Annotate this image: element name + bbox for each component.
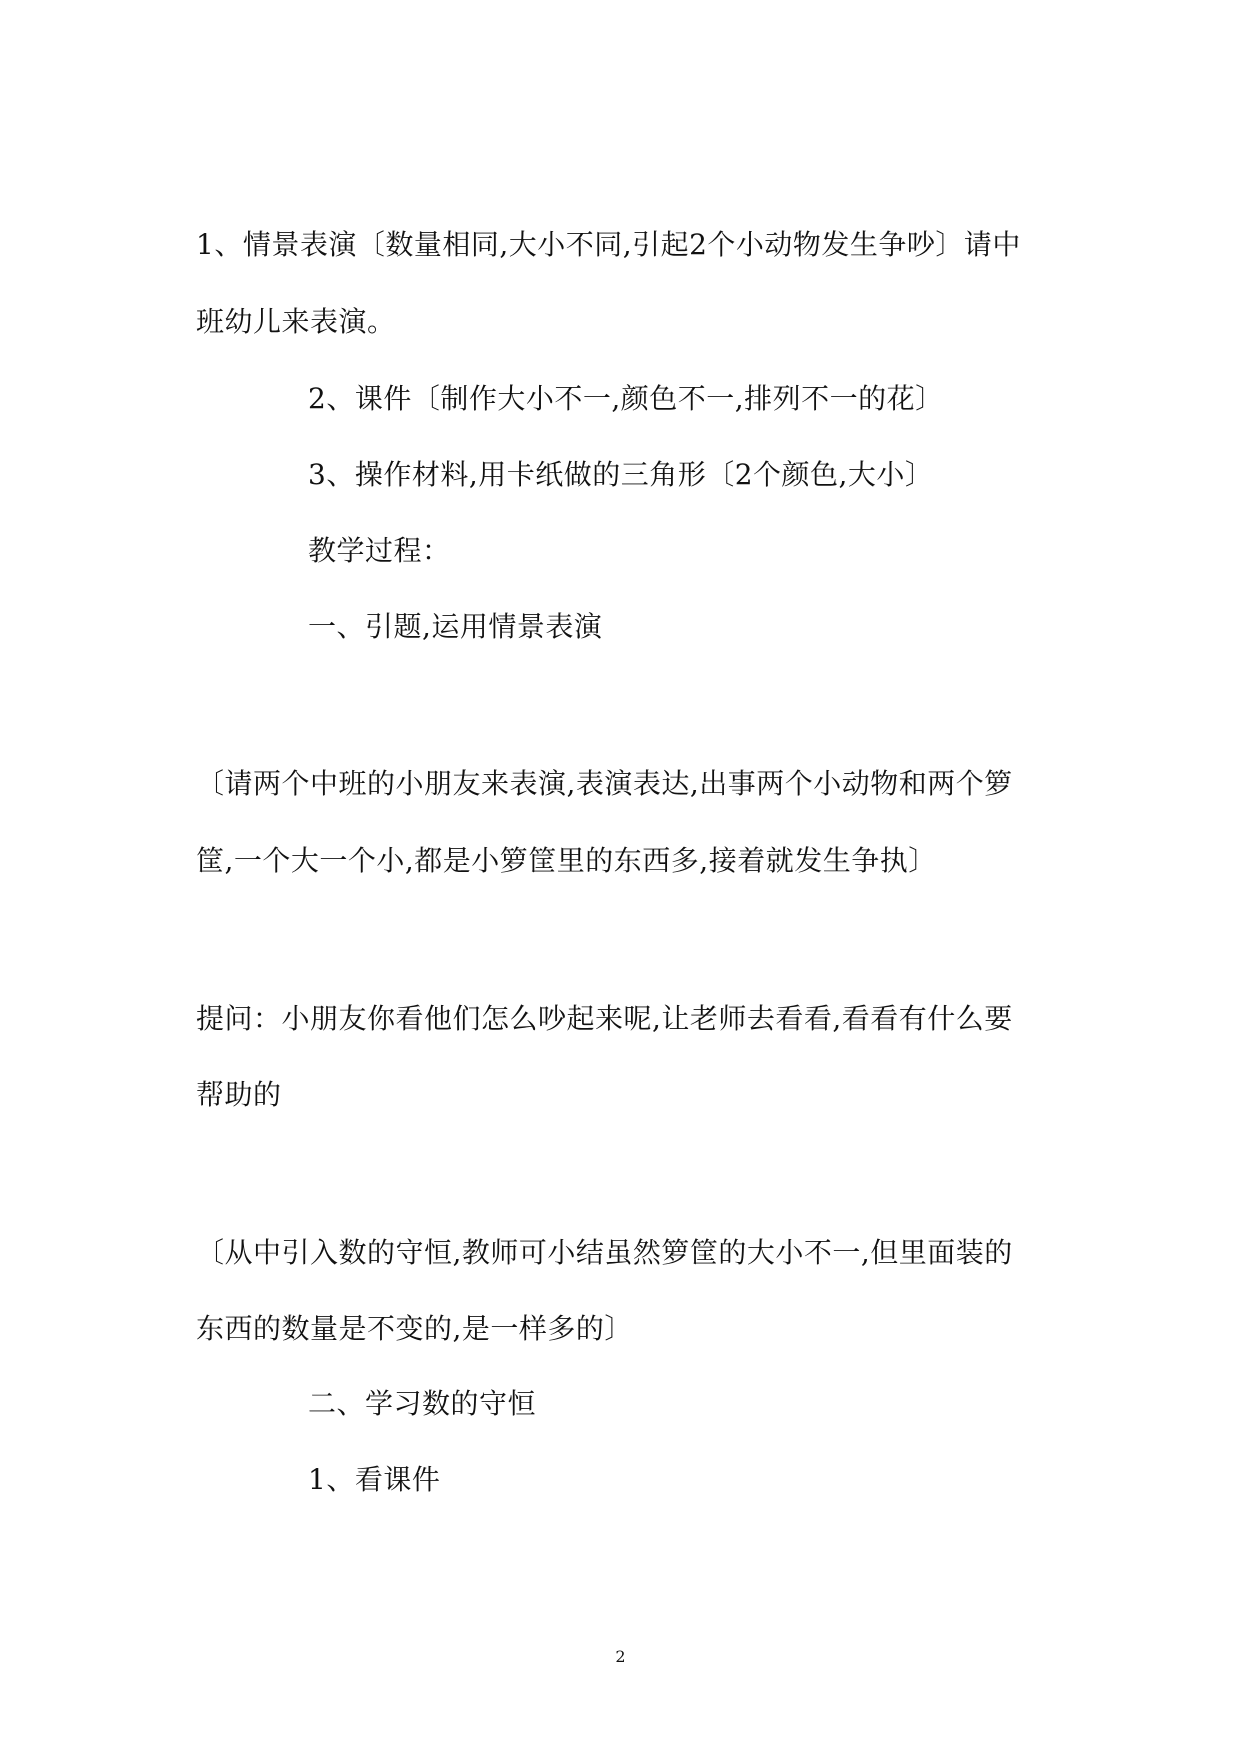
paragraph-line: 帮助的 bbox=[196, 1078, 282, 1111]
paragraph-line: 1、情景表演〔数量相同,大小不同,引起2个小动物发生争吵〕请中 bbox=[196, 228, 1021, 261]
section-heading: 教学过程： bbox=[308, 534, 451, 567]
list-item: 2、课件〔制作大小不一,颜色不一,排列不一的花〕 bbox=[308, 382, 944, 415]
paragraph-line: 东西的数量是不变的,是一样多的〕 bbox=[196, 1312, 633, 1345]
list-item: 1、看课件 bbox=[308, 1463, 441, 1496]
paragraph-line: 提问：小朋友你看他们怎么吵起来呢,让老师去看看,看看有什么要 bbox=[196, 1002, 1013, 1035]
paragraph-line: 〔请两个中班的小朋友来表演,表演表达,出事两个小动物和两个箩 bbox=[196, 767, 1013, 800]
list-item: 3、操作材料,用卡纸做的三角形〔2个颜色,大小〕 bbox=[308, 458, 934, 491]
section-heading: 二、学习数的守恒 bbox=[308, 1387, 537, 1420]
paragraph-line: 〔从中引入数的守恒,教师可小结虽然箩筐的大小不一,但里面装的 bbox=[196, 1236, 1013, 1269]
page-number: 2 bbox=[615, 1647, 626, 1666]
paragraph-line: 筐,一个大一个小,都是小箩筐里的东西多,接着就发生争执〕 bbox=[196, 844, 937, 877]
paragraph-line: 班幼儿来表演。 bbox=[196, 305, 396, 338]
section-heading: 一、引题,运用情景表演 bbox=[308, 610, 603, 643]
